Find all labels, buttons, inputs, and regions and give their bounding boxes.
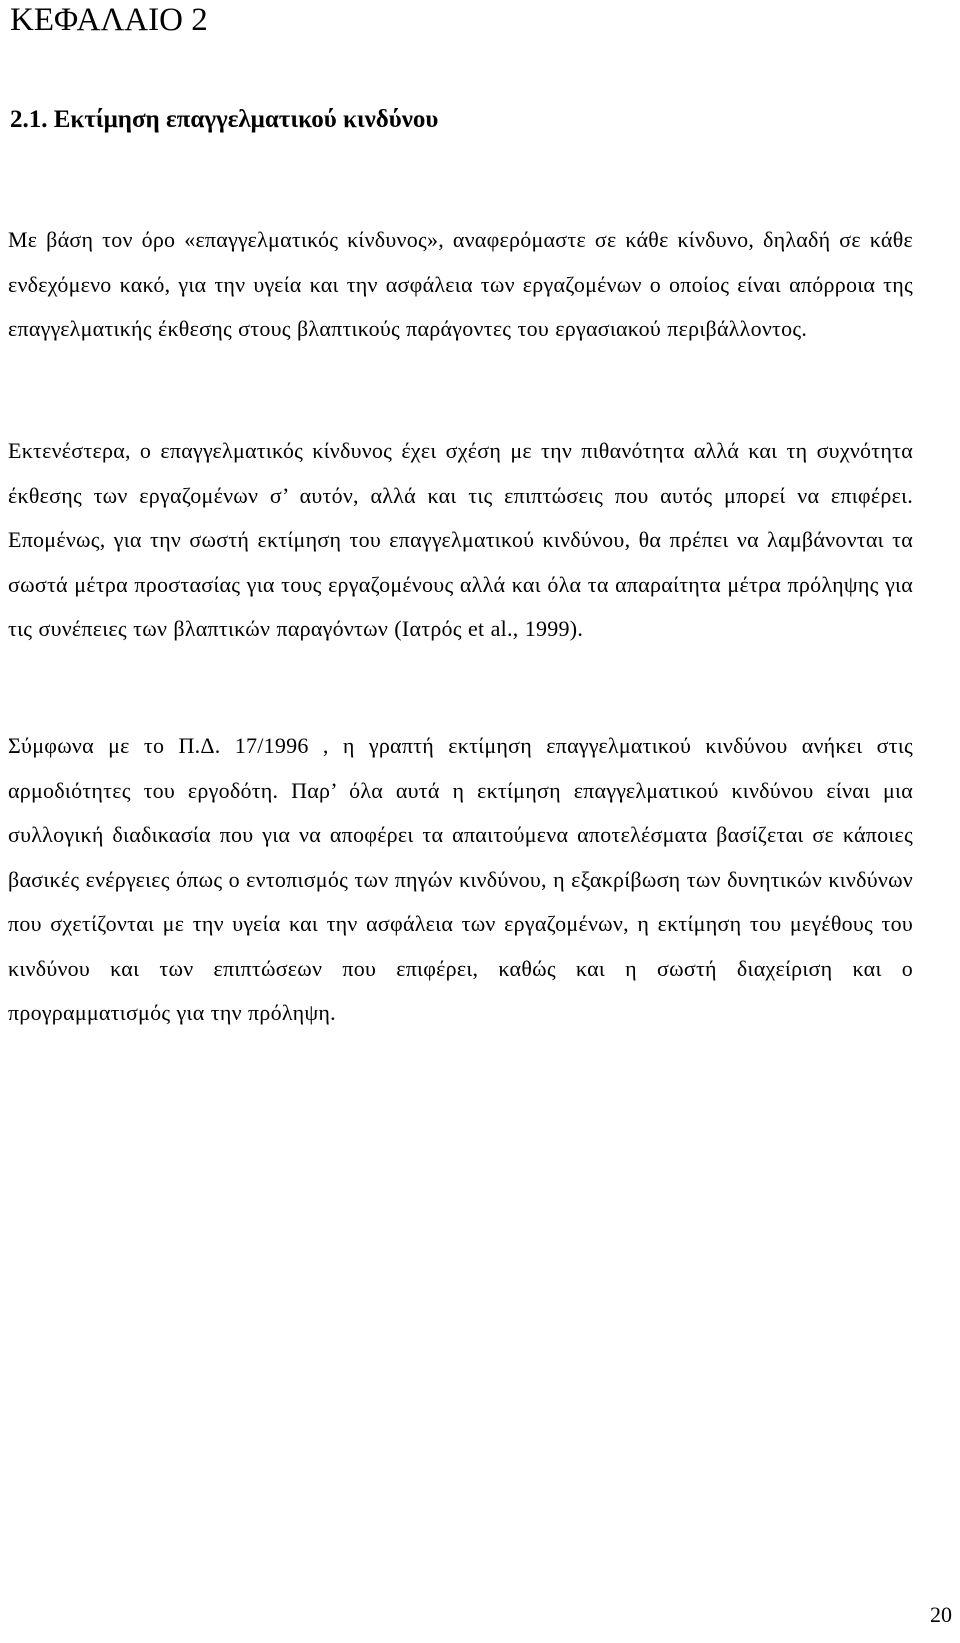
paragraph-definition: Με βάση τον όρο «επαγγελματικός κίνδυνος», αναφερόμαστε σε κάθε κίνδυνο, δηλαδή σε κάθε ενδεχόμενο κακό, για την υγεία και την ασφάλεια των εργαζομένων ο οποίος είναι απόρροια της επαγγελματικής έκθεσης στους βλαπτικούς παράγοντες του εργασιακού περιβάλλοντος. xyxy=(8,227,913,341)
chapter-heading: ΚΕΦΑΛΑΙΟ 2 xyxy=(10,2,208,38)
paragraph-legislation: Σύμφωνα με το Π.Δ. 17/1996 , η γραπτή εκτίμηση επαγγελματικού κινδύνου ανήκει στις αρμοδιότητες του εργοδότη. Παρ’ όλα αυτά η εκτίμηση επαγγελματικού κινδύνου είναι μια συλλογική διαδικασία που για να αποφέρει τα απαιτούμενα αποτελέσματα βασίζεται σε κάποιες βασικές ενέργειες όπως ο εντοπισμός των πηγών κινδύνου, η εξακρίβωση των δυνητικών κινδύνων που σχετίζονται με την υγεία και την ασφάλεια των εργαζομένων, η εκτίμηση του μεγέθους του κινδύνου και των επιπτώσεων που επιφέρει, καθώς και η σωστή διαχείριση και ο προγραμματισμός για την πρόληψη. xyxy=(8,733,913,1025)
page-number: 20 xyxy=(930,1602,952,1627)
paragraph-details: Εκτενέστερα, ο επαγγελματικός κίνδυνος έχει σχέση με την πιθανότητα αλλά και τη συχνότητα έκθεσης των εργαζομένων σ’ αυτόν, αλλά και τις επιπτώσεις που αυτός μπορεί να επιφέρει. Επομένως, για την σωστή εκτίμηση του επαγγελματικού κινδύνου, θα πρέπει να λαμβάνονται τα σωστά μέτρα προστασίας για τους εργαζομένους αλλά και όλα τα απαραίτητα μέτρα πρόληψης για τις συνέπειες των βλαπτικών παραγόντων (Ιατρός et al., 1999). xyxy=(8,438,913,641)
section-heading: 2.1. Εκτίμηση επαγγελματικού κινδύνου xyxy=(10,106,439,133)
